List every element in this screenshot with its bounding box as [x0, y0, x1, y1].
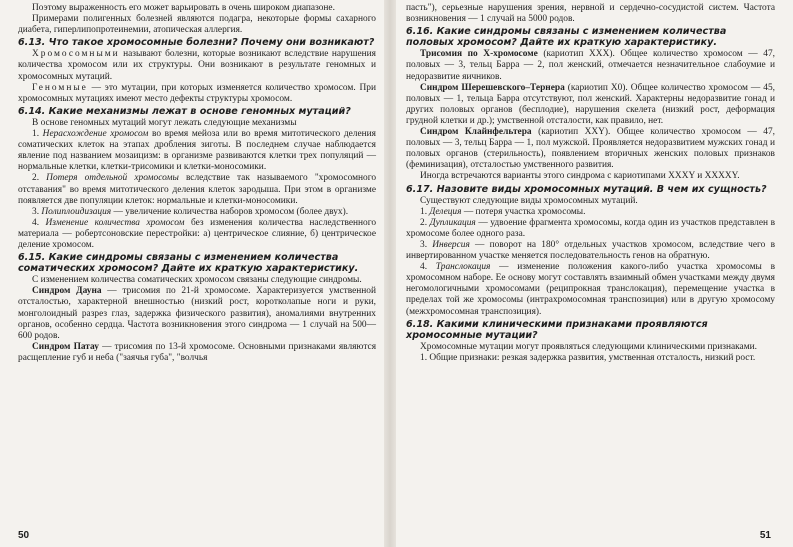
paragraph-text: вследствие так называемого "хромосомного отставания" во время митотического деления клеток зародыша. При этом в организме появляется две популяции клеток: нормальные и клетки-моносомики.	[18, 173, 377, 206]
paragraph	[18, 118, 376, 129]
list-number: 1.	[420, 206, 430, 217]
term-emphasis: Инверсия	[432, 239, 470, 250]
paragraph	[406, 83, 775, 127]
key-term: Хромосомными	[32, 49, 120, 60]
paragraph-text: — это мутации, при которых изменяется количество хромосом. При хромосомных мутациях имеют место дефекты структуры хромосом.	[18, 82, 376, 104]
paragraph-text: называют болезни, которые возникают вследствие нарушения количества хромосом или их структуры. Они возникают в результате геномных и хромосомных мутаций.	[18, 49, 376, 82]
term-emphasis: Полиплоидизация	[41, 206, 112, 217]
paragraph	[18, 3, 376, 14]
section-heading: 6.17. Назовите виды хромосомных мутаций. В чем их сущность?	[406, 183, 767, 195]
page-50	[0, 0, 384, 547]
paragraph-text: Хромосомные мутации могут проявляться следующими клиническими признаками.	[420, 341, 757, 352]
paragraph	[18, 207, 376, 218]
syndrome-name: Трисомия по Х-хромосоме	[420, 49, 538, 60]
syndrome-name: Синдром Дауна	[32, 286, 102, 297]
paragraph-text: пасть"), серьезные нарушения зрения, нервной и сердечно-сосудистой систем. Частота возникновения — 1 случай на 5000 родов.	[406, 3, 775, 25]
paragraph	[18, 49, 376, 82]
section-heading: 6.13. Что такое хромосомные болезни? Почему они возникают?	[18, 37, 375, 49]
section-heading: 6.18. Какими клиническими признаками проявляются хромосомные мутации?	[406, 318, 708, 341]
paragraph-text: — поворот на 180° отдельных участков хромосом, вследствие чего в инвертированном участке меняется последовательность генов на обратную.	[406, 239, 775, 262]
paragraph-text: Иногда встречаются варианты этого синдрома с кариотипами XXXY и XXXXY.	[420, 171, 740, 182]
paragraph	[18, 286, 376, 341]
paragraph	[406, 342, 775, 353]
paragraph-text: Существуют следующие виды хромосомных мутаций.	[420, 195, 638, 206]
paragraph-text: — трисомия по 13-й хромосоме. Основными признаками являются расщепление губ и неба ("заячья губа", "волчья	[18, 341, 377, 363]
paragraph-text: Примерами полигенных болезней являются подагра, некоторые формы сахарного диабета, гиперлипопротеинемии, атопическая аллергия.	[18, 14, 376, 36]
paragraph	[18, 173, 376, 206]
list-number: 3.	[32, 206, 42, 217]
paragraph	[406, 353, 775, 364]
paragraph-text: Поэтому выраженность его может варьировать в очень широком диапазоне.	[32, 3, 335, 13]
term-emphasis: Изменение количества хромосом	[45, 217, 185, 228]
paragraph	[406, 171, 775, 182]
paragraph-text: — изменение положения какого-либо участка хромосомы в хромосомном наборе. Ее основу могут составлять взаимный обмен участками между двумя негомологичными хромосомами (реципрокная транслокация), перемещение участка в пределах той же хромосомы (интрахромосомная транспозиция) или в другую хромосому (межхромосомная транспозиция).	[406, 262, 775, 317]
page-number: 50	[18, 529, 30, 541]
page-50-text	[18, 3, 376, 364]
paragraph	[406, 49, 775, 82]
page-number: 51	[759, 529, 771, 541]
list-number: 3.	[420, 239, 433, 250]
paragraph	[18, 83, 376, 105]
section-heading: 6.15. Какие синдромы связаны с изменением количества соматических хромосом? Дайте их краткую характеристику.	[18, 252, 359, 275]
page-51	[396, 0, 793, 547]
paragraph-text: (кариотип XXX). Общее количество хромосом — 47, половых — 3, тельц Барра — 2, пол женский, отмечается незначительное слабоумие и недоразвитие яичников.	[406, 49, 775, 82]
paragraph	[406, 196, 775, 207]
section-heading: 6.14. Какие механизмы лежат в основе геномных мутаций?	[18, 105, 351, 117]
paragraph-text: (кариотип Х0). Общее количество хромосом — 45, половых — 1, тельца Барра отсутствуют, пол женский. Характерны недоразвитие гонад и других половых органов (бесплодие), нарушения скелета (низкий рост, деформация грудной клетки и др.); умственной отсталости, как правило, нет.	[406, 82, 775, 126]
term-emphasis: Транслокация	[435, 262, 491, 273]
paragraph	[406, 218, 775, 240]
list-number: 2.	[32, 173, 47, 184]
key-term: Геномные	[32, 82, 88, 93]
paragraph	[18, 275, 376, 286]
paragraph	[406, 3, 775, 25]
term-emphasis: Дупликация	[429, 217, 476, 228]
paragraph	[18, 342, 376, 364]
list-number: 1.	[32, 129, 43, 140]
paragraph	[406, 127, 775, 171]
paragraph-text: С изменением количества соматических хромосом связаны следующие синдромы.	[32, 275, 362, 286]
paragraph-text: без изменения количества наследственного материала — робертсоновские перестройки: а) центрическое слияние, б) центрическое деление хромосом.	[18, 217, 377, 250]
paragraph-text: — удвоение фрагмента хромосомы, когда один из участков представлен в хромосоме более одного раза.	[406, 217, 775, 239]
paragraph-text: — увеличение количества наборов хромосом (более двух).	[111, 206, 349, 217]
paragraph-text: во время мейоза или во время митотического деления соматических клеток на этапах дробления зиготы. В последнем случае наблюдается явление под названием мозаицизм: в организме развиваются клетки трех популяций — нормальные клетки, клетки-трисомики и клетки-моносомики.	[18, 129, 376, 173]
page-51-text	[406, 3, 775, 364]
syndrome-name: Синдром Патау	[32, 341, 99, 352]
paragraph-text: — трисомия по 21-й хромосоме. Характеризуется умственной отсталостью, характерной внешностью (низкий рост, коротколапые ноги и руки, монголоидный разрез глаз, задержка физического развития), аномалиями внутренних органов, особенно сердца. Частота возникновения этого синдрома — 1 случай на 500—600 родов.	[18, 286, 376, 341]
paragraph-text: 1. Общие признаки: резкая задержка развития, умственная отсталость, низкий рост.	[420, 352, 756, 363]
term-emphasis: Делеция	[429, 206, 462, 217]
paragraph	[18, 14, 376, 36]
list-number: 2.	[420, 217, 430, 228]
paragraph	[18, 218, 376, 251]
paragraph-text: (кариотип XXY). Общее количество хромосом — 47, половых — 3, тельц Барра — 1, пол мужской. Проявляется недоразвитием мужских гонад и половых органов (стерильность), появлением вторичных женских половых признаков (феминизация), отсталостью умственного развития.	[406, 127, 775, 171]
section-heading: 6.16. Какие синдромы связаны с изменением количества половых хромосом? Дайте их краткую характеристику.	[406, 26, 727, 49]
book-gutter	[384, 0, 396, 547]
term-emphasis: Нерасхождение хромосом	[42, 129, 149, 140]
term-emphasis: Потеря отдельной хромосомы	[46, 173, 179, 184]
syndrome-name: Синдром Клайнфельтера	[420, 127, 532, 138]
paragraph	[406, 262, 775, 317]
list-number: 4.	[420, 262, 436, 273]
paragraph-text: В основе геномных мутаций могут лежать следующие механизмы	[32, 117, 297, 128]
paragraph	[406, 240, 775, 262]
syndrome-name: Синдром Шерешевского–Тернера	[420, 82, 565, 93]
paragraph	[406, 207, 775, 218]
list-number: 4.	[32, 217, 46, 228]
paragraph-text: — потеря участка хромосомы.	[461, 206, 586, 217]
paragraph	[18, 129, 376, 173]
